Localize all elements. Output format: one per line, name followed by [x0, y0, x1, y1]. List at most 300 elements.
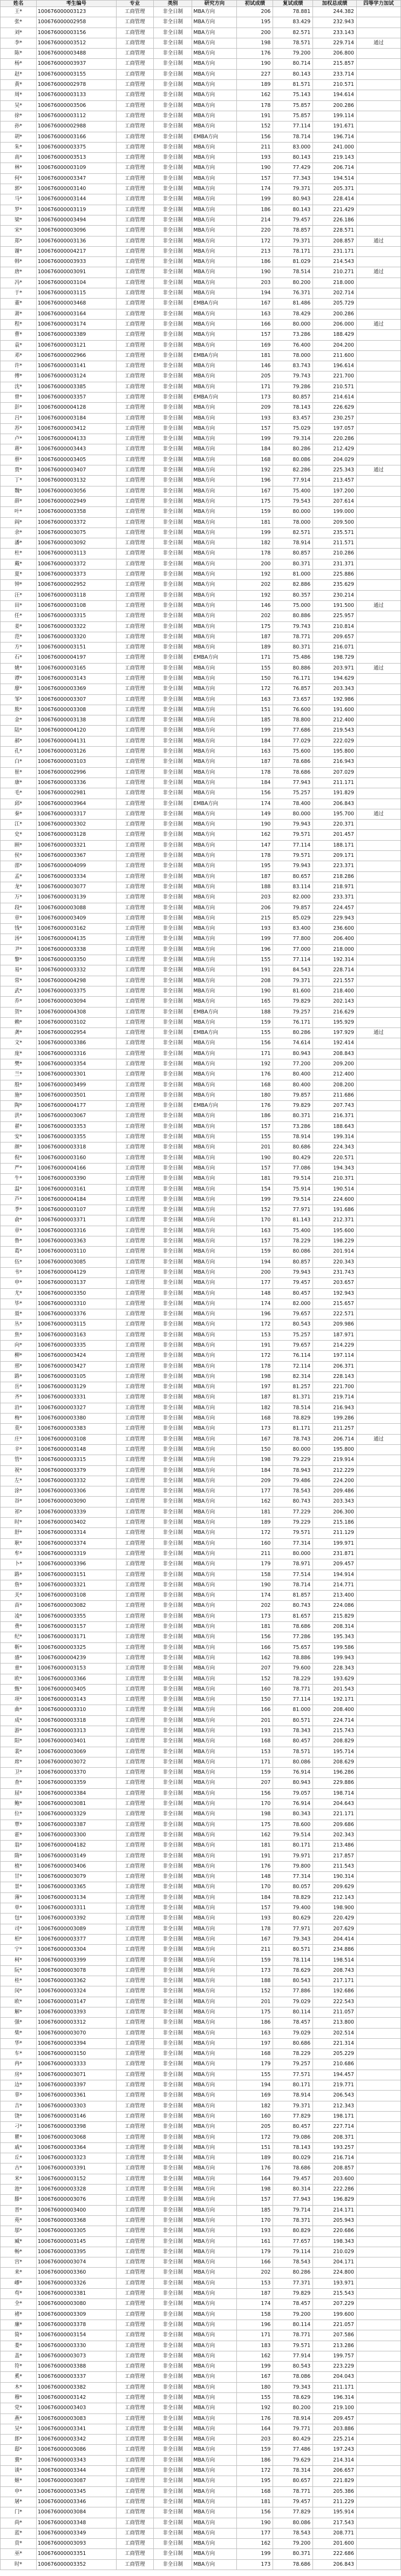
prelim-score-cell: 202 — [237, 580, 273, 590]
col-header-name: 姓名 — [1, 1, 37, 7]
table-row — [1, 1382, 401, 1392]
retest-score-cell: 78.000 — [273, 350, 313, 361]
weighted-total-cell: 192.686 — [313, 1986, 357, 1997]
prelim-score-cell: 203 — [237, 278, 273, 288]
category-cell: 非全日制 — [153, 851, 192, 861]
weighted-total-cell: 229.886 — [313, 1778, 357, 1788]
major-cell: 工商管理 — [116, 1986, 153, 1997]
major-cell: 工商管理 — [116, 2070, 153, 2080]
category-cell: 非全日制 — [153, 69, 192, 79]
category-cell: 非全日制 — [153, 194, 192, 205]
weighted-total-cell: 215.829 — [313, 1611, 357, 1621]
weighted-total-cell: 208.829 — [313, 1736, 357, 1747]
weighted-total-cell: 216.071 — [313, 643, 357, 653]
weighted-total-cell: 229.943 — [313, 913, 357, 923]
retest-score-cell: 79.571 — [273, 830, 313, 840]
prelim-score-cell: 175 — [237, 2007, 273, 2018]
table-row — [1, 1747, 401, 1757]
category-cell: 非全日制 — [153, 1549, 192, 1559]
major-cell: 工商管理 — [116, 69, 153, 79]
exam-id-cell: 100676000003355 — [36, 1611, 116, 1621]
prelim-score-cell: 185 — [237, 2205, 273, 2215]
exam-id-cell: 100676000003361 — [36, 2091, 116, 2101]
extra-test-cell — [357, 1299, 401, 1309]
name-cell: 夏* — [1, 570, 37, 580]
extra-test-cell — [357, 2174, 401, 2184]
major-cell: 工商管理 — [116, 1570, 153, 1580]
major-cell: 工商管理 — [116, 1070, 153, 1080]
exam-id-cell: 100676000003151 — [36, 1570, 116, 1580]
category-cell: 非全日制 — [153, 2070, 192, 2080]
category-cell: 非全日制 — [153, 2142, 192, 2153]
category-cell: 非全日制 — [153, 1278, 192, 1288]
category-cell: 非全日制 — [153, 1414, 192, 1424]
category-cell: 非全日制 — [153, 319, 192, 329]
prelim-score-cell: 176 — [237, 1101, 273, 1111]
exam-id-cell: 100676000003162 — [36, 924, 116, 934]
direction-cell: MBA方向 — [192, 2539, 237, 2549]
retest-score-cell: 78.429 — [273, 309, 313, 319]
weighted-total-cell: 195.800 — [313, 1444, 357, 1455]
table-row — [1, 997, 401, 1007]
table-row — [1, 215, 401, 225]
extra-test-cell — [357, 278, 401, 288]
major-cell: 工商管理 — [116, 643, 153, 653]
category-cell: 非全日制 — [153, 820, 192, 830]
table-row — [1, 1809, 401, 1820]
retest-score-cell: 78.914 — [273, 2413, 313, 2424]
exam-id-cell: 100676000003386 — [36, 1038, 116, 1049]
prelim-score-cell: 196 — [237, 944, 273, 955]
extra-test-cell — [357, 1934, 401, 1944]
category-cell: 非全日制 — [153, 2403, 192, 2413]
retest-score-cell: 80.000 — [273, 1549, 313, 1559]
name-cell: 靳* — [1, 1642, 37, 1653]
direction-cell: MBA方向 — [192, 2382, 237, 2392]
exam-id-cell: 100676000003302 — [36, 820, 116, 830]
major-cell: 工商管理 — [116, 1549, 153, 1559]
retest-score-cell: 75.257 — [273, 1330, 313, 1340]
name-cell: 曲* — [1, 1705, 37, 1715]
name-cell: 娄* — [1, 2341, 37, 2351]
extra-test-cell — [357, 2111, 401, 2121]
major-cell: 工商管理 — [116, 319, 153, 329]
weighted-total-cell: 206.400 — [313, 934, 357, 944]
retest-score-cell: 79.514 — [273, 1194, 313, 1205]
prelim-score-cell: 182 — [237, 538, 273, 549]
prelim-score-cell: 166 — [237, 1642, 273, 1653]
retest-score-cell: 78.686 — [273, 2163, 313, 2174]
category-cell: 非全日制 — [153, 777, 192, 788]
category-cell: 非全日制 — [153, 1392, 192, 1403]
retest-score-cell: 78.457 — [273, 2018, 313, 2028]
exam-id-cell: 100676000003079 — [36, 1872, 116, 1882]
table-row — [1, 1882, 401, 1892]
extra-test-cell — [357, 1611, 401, 1621]
major-cell: 工商管理 — [116, 2507, 153, 2518]
category-cell: 非全日制 — [153, 2330, 192, 2341]
weighted-total-cell: 194.914 — [313, 1570, 357, 1580]
category-cell: 非全日制 — [153, 694, 192, 705]
exam-id-cell: 100676000003336 — [36, 777, 116, 788]
prelim-score-cell: 174 — [237, 1299, 273, 1309]
category-cell: 非全日制 — [153, 455, 192, 465]
exam-id-cell: 100676000003110 — [36, 1247, 116, 1257]
extra-test-cell — [357, 184, 401, 194]
retest-score-cell: 77.486 — [273, 2445, 313, 2455]
name-cell: 隋* — [1, 1851, 37, 1861]
major-cell: 工商管理 — [116, 1414, 153, 1424]
exam-id-cell: 100676000002954 — [36, 1028, 116, 1038]
name-cell: 陆* — [1, 726, 37, 736]
exam-id-cell: 100676000003318 — [36, 1142, 116, 1153]
exam-id-cell: 100676000003363 — [36, 1236, 116, 1247]
exam-id-cell: 100676000003132 — [36, 476, 116, 486]
exam-id-cell: 100676000003146 — [36, 2111, 116, 2121]
exam-id-cell: 100676000003082 — [36, 1601, 116, 1611]
major-cell: 工商管理 — [116, 1757, 153, 1767]
table-row — [1, 319, 401, 329]
retest-score-cell: 79.543 — [273, 496, 313, 506]
prelim-score-cell: 187 — [237, 1392, 273, 1403]
table-row — [1, 1601, 401, 1611]
table-row — [1, 1965, 401, 1976]
exam-id-cell: 100676000003118 — [36, 590, 116, 600]
weighted-total-cell: 231.743 — [313, 1267, 357, 1277]
major-cell: 工商管理 — [116, 1747, 153, 1757]
retest-score-cell: 78.743 — [273, 1434, 313, 1444]
table-row — [1, 2215, 401, 2226]
name-cell: 戴* — [1, 559, 37, 569]
name-cell: 王* — [1, 7, 37, 17]
name-cell: 常* — [1, 976, 37, 986]
major-cell: 工商管理 — [116, 986, 153, 996]
major-cell: 工商管理 — [116, 621, 153, 632]
direction-cell: MBA方向 — [192, 1309, 237, 1320]
prelim-score-cell: 194 — [237, 1257, 273, 1267]
weighted-total-cell: 221.429 — [313, 205, 357, 215]
name-cell: 卫* — [1, 1768, 37, 1778]
weighted-total-cell: 212.143 — [313, 1892, 357, 1903]
category-cell: 非全日制 — [153, 121, 192, 132]
name-cell: 侯* — [1, 851, 37, 861]
retest-score-cell: 80.000 — [273, 809, 313, 819]
weighted-total-cell: 217.857 — [313, 1851, 357, 1861]
direction-cell: MBA方向 — [192, 90, 237, 100]
weighted-total-cell: 204.029 — [313, 455, 357, 465]
major-cell: 工商管理 — [116, 2132, 153, 2142]
category-cell: 非全日制 — [153, 1768, 192, 1778]
name-cell: 翁* — [1, 1841, 37, 1851]
major-cell: 工商管理 — [116, 1194, 153, 1205]
exam-id-cell: 100676000003320 — [36, 632, 116, 642]
table-row — [1, 1799, 401, 1809]
direction-cell: MBA方向 — [192, 1507, 237, 1517]
extra-test-cell — [357, 2486, 401, 2497]
direction-cell: MBA方向 — [192, 1830, 237, 1840]
name-cell: 辜* — [1, 2091, 37, 2101]
exam-id-cell: 100676000003075 — [36, 528, 116, 538]
retest-score-cell: 79.086 — [273, 2132, 313, 2142]
table-row — [1, 643, 401, 653]
exam-id-cell: 100676000003073 — [36, 2351, 116, 2361]
prelim-score-cell: 170 — [237, 1215, 273, 1226]
table-row — [1, 2445, 401, 2455]
direction-cell: MBA方向 — [192, 1788, 237, 1799]
name-cell: 祝* — [1, 1465, 37, 1476]
name-cell: 叶* — [1, 507, 37, 517]
prelim-score-cell: 192 — [237, 590, 273, 600]
extra-test-cell — [357, 59, 401, 69]
weighted-total-cell: 211.057 — [313, 2007, 357, 2018]
name-cell: 丛* — [1, 1320, 37, 1330]
exam-id-cell: 100676000003353 — [36, 1121, 116, 1132]
extra-test-cell: 通过 — [357, 267, 401, 278]
exam-id-cell: 100676000003092 — [36, 538, 116, 549]
direction-cell: MBA方向 — [192, 1559, 237, 1570]
prelim-score-cell: 155 — [237, 663, 273, 673]
name-cell: 莫* — [1, 1424, 37, 1434]
extra-test-cell — [357, 1538, 401, 1549]
direction-cell: MBA方向 — [192, 684, 237, 694]
prelim-score-cell: 211 — [237, 1549, 273, 1559]
prelim-score-cell: 191 — [237, 1341, 273, 1351]
exam-id-cell: 100676000003304 — [36, 1945, 116, 1955]
direction-cell: MBA方向 — [192, 674, 237, 684]
exam-id-cell: 100676000003367 — [36, 851, 116, 861]
direction-cell: MBA方向 — [192, 2289, 237, 2299]
extra-test-cell — [357, 1778, 401, 1788]
table-row — [1, 861, 401, 871]
direction-cell: MBA方向 — [192, 1444, 237, 1455]
extra-test-cell — [357, 1747, 401, 1757]
category-cell: 非全日制 — [153, 246, 192, 256]
direction-cell: MBA方向 — [192, 423, 237, 434]
extra-test-cell — [357, 7, 401, 17]
exam-id-cell: 100676000003375 — [36, 986, 116, 996]
major-cell: 工商管理 — [116, 2153, 153, 2163]
weighted-total-cell: 214.171 — [313, 2205, 357, 2215]
extra-test-cell — [357, 1174, 401, 1184]
direction-cell: MBA方向 — [192, 861, 237, 871]
name-cell: 蓝* — [1, 2528, 37, 2538]
extra-test-cell: 通过 — [357, 600, 401, 611]
prelim-score-cell: 193 — [237, 153, 273, 163]
weighted-total-cell: 206.800 — [313, 49, 357, 59]
table-row — [1, 1257, 401, 1267]
table-row — [1, 2486, 401, 2497]
extra-test-cell — [357, 1601, 401, 1611]
major-cell: 工商管理 — [116, 455, 153, 465]
prelim-score-cell: 157 — [237, 1121, 273, 1132]
retest-score-cell: 80.371 — [273, 1111, 313, 1121]
weighted-total-cell: 198.514 — [313, 1955, 357, 1965]
retest-score-cell: 79.229 — [273, 1518, 313, 1528]
direction-cell: MBA方向 — [192, 2268, 237, 2278]
major-cell: 工商管理 — [116, 1309, 153, 1320]
exam-id-cell: 100676000003384 — [36, 1788, 116, 1799]
exam-id-cell: 100676000003151 — [36, 643, 116, 653]
category-cell: 非全日制 — [153, 2059, 192, 2070]
category-cell: 非全日制 — [153, 840, 192, 850]
table-row — [1, 955, 401, 965]
exam-id-cell: 100676000003326 — [36, 2278, 116, 2288]
prelim-score-cell: 162 — [237, 2351, 273, 2361]
name-cell: 秦* — [1, 809, 37, 819]
major-cell: 工商管理 — [116, 1184, 153, 1194]
exam-id-cell: 100676000003155 — [36, 69, 116, 79]
extra-test-cell — [357, 1215, 401, 1226]
table-row — [1, 1414, 401, 1424]
prelim-score-cell: 193 — [237, 413, 273, 423]
category-cell: 非全日制 — [153, 340, 192, 350]
table-row — [1, 777, 401, 788]
prelim-score-cell: 167 — [237, 1934, 273, 1944]
extra-test-cell — [357, 361, 401, 371]
extra-test-cell — [357, 226, 401, 236]
category-cell: 非全日制 — [153, 2080, 192, 2091]
name-cell: 崔* — [1, 767, 37, 777]
prelim-score-cell: 199 — [237, 2362, 273, 2372]
name-cell: 程* — [1, 319, 37, 329]
name-cell: 芦* — [1, 1194, 37, 1205]
category-cell: 非全日制 — [153, 1674, 192, 1684]
exam-id-cell: 100676000003085 — [36, 1257, 116, 1267]
name-cell: 高* — [1, 153, 37, 163]
major-cell: 工商管理 — [116, 2476, 153, 2486]
direction-cell: MBA方向 — [192, 934, 237, 944]
exam-id-cell: 100676000003403 — [36, 2403, 116, 2413]
major-cell: 工商管理 — [116, 1153, 153, 1163]
retest-score-cell: 79.286 — [273, 382, 313, 392]
name-cell: 伍* — [1, 1257, 37, 1267]
category-cell: 非全日制 — [153, 1101, 192, 1111]
exam-id-cell: 100676000004298 — [36, 976, 116, 986]
extra-test-cell: 通过 — [357, 319, 401, 329]
extra-test-cell — [357, 549, 401, 559]
name-cell: 来* — [1, 2268, 37, 2278]
retest-score-cell: 80.343 — [273, 1809, 313, 1820]
retest-score-cell: 78.771 — [273, 2486, 313, 2497]
direction-cell: MBA方向 — [192, 2028, 237, 2038]
direction-cell: MBA方向 — [192, 2486, 237, 2497]
extra-test-cell — [357, 830, 401, 840]
table-row — [1, 194, 401, 205]
exam-id-cell: 100676000003369 — [36, 684, 116, 694]
prelim-score-cell: 193 — [237, 924, 273, 934]
category-cell: 非全日制 — [153, 1799, 192, 1809]
category-cell: 非全日制 — [153, 1267, 192, 1277]
table-row — [1, 80, 401, 90]
retest-score-cell: 77.886 — [273, 1986, 313, 1997]
table-row — [1, 455, 401, 465]
table-row — [1, 2466, 401, 2476]
extra-test-cell — [357, 976, 401, 986]
extra-test-cell — [357, 1090, 401, 1100]
category-cell: 非全日制 — [153, 49, 192, 59]
exam-id-cell: 100676000002978 — [36, 80, 116, 90]
exam-id-cell: 100676000003373 — [36, 570, 116, 580]
table-row — [1, 1351, 401, 1361]
major-cell: 工商管理 — [116, 2289, 153, 2299]
exam-id-cell: 100676000003088 — [36, 903, 116, 913]
table-row — [1, 840, 401, 850]
retest-score-cell: 82.571 — [273, 528, 313, 538]
name-cell: 袁* — [1, 340, 37, 350]
direction-cell: MBA方向 — [192, 1914, 237, 1924]
retest-score-cell: 77.514 — [273, 1570, 313, 1580]
direction-cell: MBA方向 — [192, 997, 237, 1007]
major-cell: 工商管理 — [116, 1434, 153, 1444]
exam-id-cell: 100676000003372 — [36, 559, 116, 569]
prelim-score-cell: 190 — [237, 820, 273, 830]
direction-cell: MBA方向 — [192, 2049, 237, 2059]
extra-test-cell — [357, 1788, 401, 1799]
direction-cell: MBA方向 — [192, 111, 237, 121]
exam-id-cell: 100676000003143 — [36, 674, 116, 684]
major-cell: 工商管理 — [116, 173, 153, 184]
direction-cell: MBA方向 — [192, 1882, 237, 1892]
table-row — [1, 1851, 401, 1861]
prelim-score-cell: 184 — [237, 1892, 273, 1903]
extra-test-cell — [357, 455, 401, 465]
retest-score-cell: 79.800 — [273, 1861, 313, 1871]
table-row — [1, 2018, 401, 2028]
weighted-total-cell: 204.200 — [313, 340, 357, 350]
retest-score-cell: 77.086 — [273, 1163, 313, 1173]
exam-id-cell: 100676000003399 — [36, 1955, 116, 1965]
table-row — [1, 549, 401, 559]
prelim-score-cell: 206 — [237, 7, 273, 17]
name-cell: 孙* — [1, 121, 37, 132]
major-cell: 工商管理 — [116, 1965, 153, 1976]
name-cell: 盛* — [1, 1653, 37, 1663]
extra-test-cell — [357, 1715, 401, 1726]
prelim-score-cell: 198 — [237, 2185, 273, 2195]
name-cell: 田* — [1, 600, 37, 611]
table-row — [1, 538, 401, 549]
direction-cell: MBA方向 — [192, 1736, 237, 1747]
table-row — [1, 2403, 401, 2413]
name-cell: 冀* — [1, 2455, 37, 2465]
prelim-score-cell: 181 — [237, 350, 273, 361]
direction-cell: MBA方向 — [192, 246, 237, 256]
major-cell: 工商管理 — [116, 330, 153, 340]
extra-test-cell — [357, 1059, 401, 1069]
direction-cell: MBA方向 — [192, 1872, 237, 1882]
name-cell: 章* — [1, 1226, 37, 1236]
weighted-total-cell: 187.971 — [313, 1330, 357, 1340]
extra-test-cell — [357, 1392, 401, 1403]
retest-score-cell: 77.286 — [273, 1632, 313, 1642]
prelim-score-cell: 202 — [237, 611, 273, 621]
category-cell: 非全日制 — [153, 997, 192, 1007]
major-cell: 工商管理 — [116, 2080, 153, 2091]
weighted-total-cell: 222.029 — [313, 736, 357, 746]
retest-score-cell: 81.486 — [273, 299, 313, 309]
name-cell: 兰* — [1, 1070, 37, 1080]
prelim-score-cell: 176 — [237, 1861, 273, 1871]
category-cell: 非全日制 — [153, 153, 192, 163]
extra-test-cell — [357, 1809, 401, 1820]
table-row — [1, 2142, 401, 2153]
retest-score-cell: 80.743 — [273, 1601, 313, 1611]
direction-cell: MBA方向 — [192, 2455, 237, 2465]
retest-score-cell: 77.114 — [273, 955, 313, 965]
extra-test-cell — [357, 1444, 401, 1455]
weighted-total-cell: 214.314 — [313, 2455, 357, 2465]
category-cell: 非全日制 — [153, 1226, 192, 1236]
